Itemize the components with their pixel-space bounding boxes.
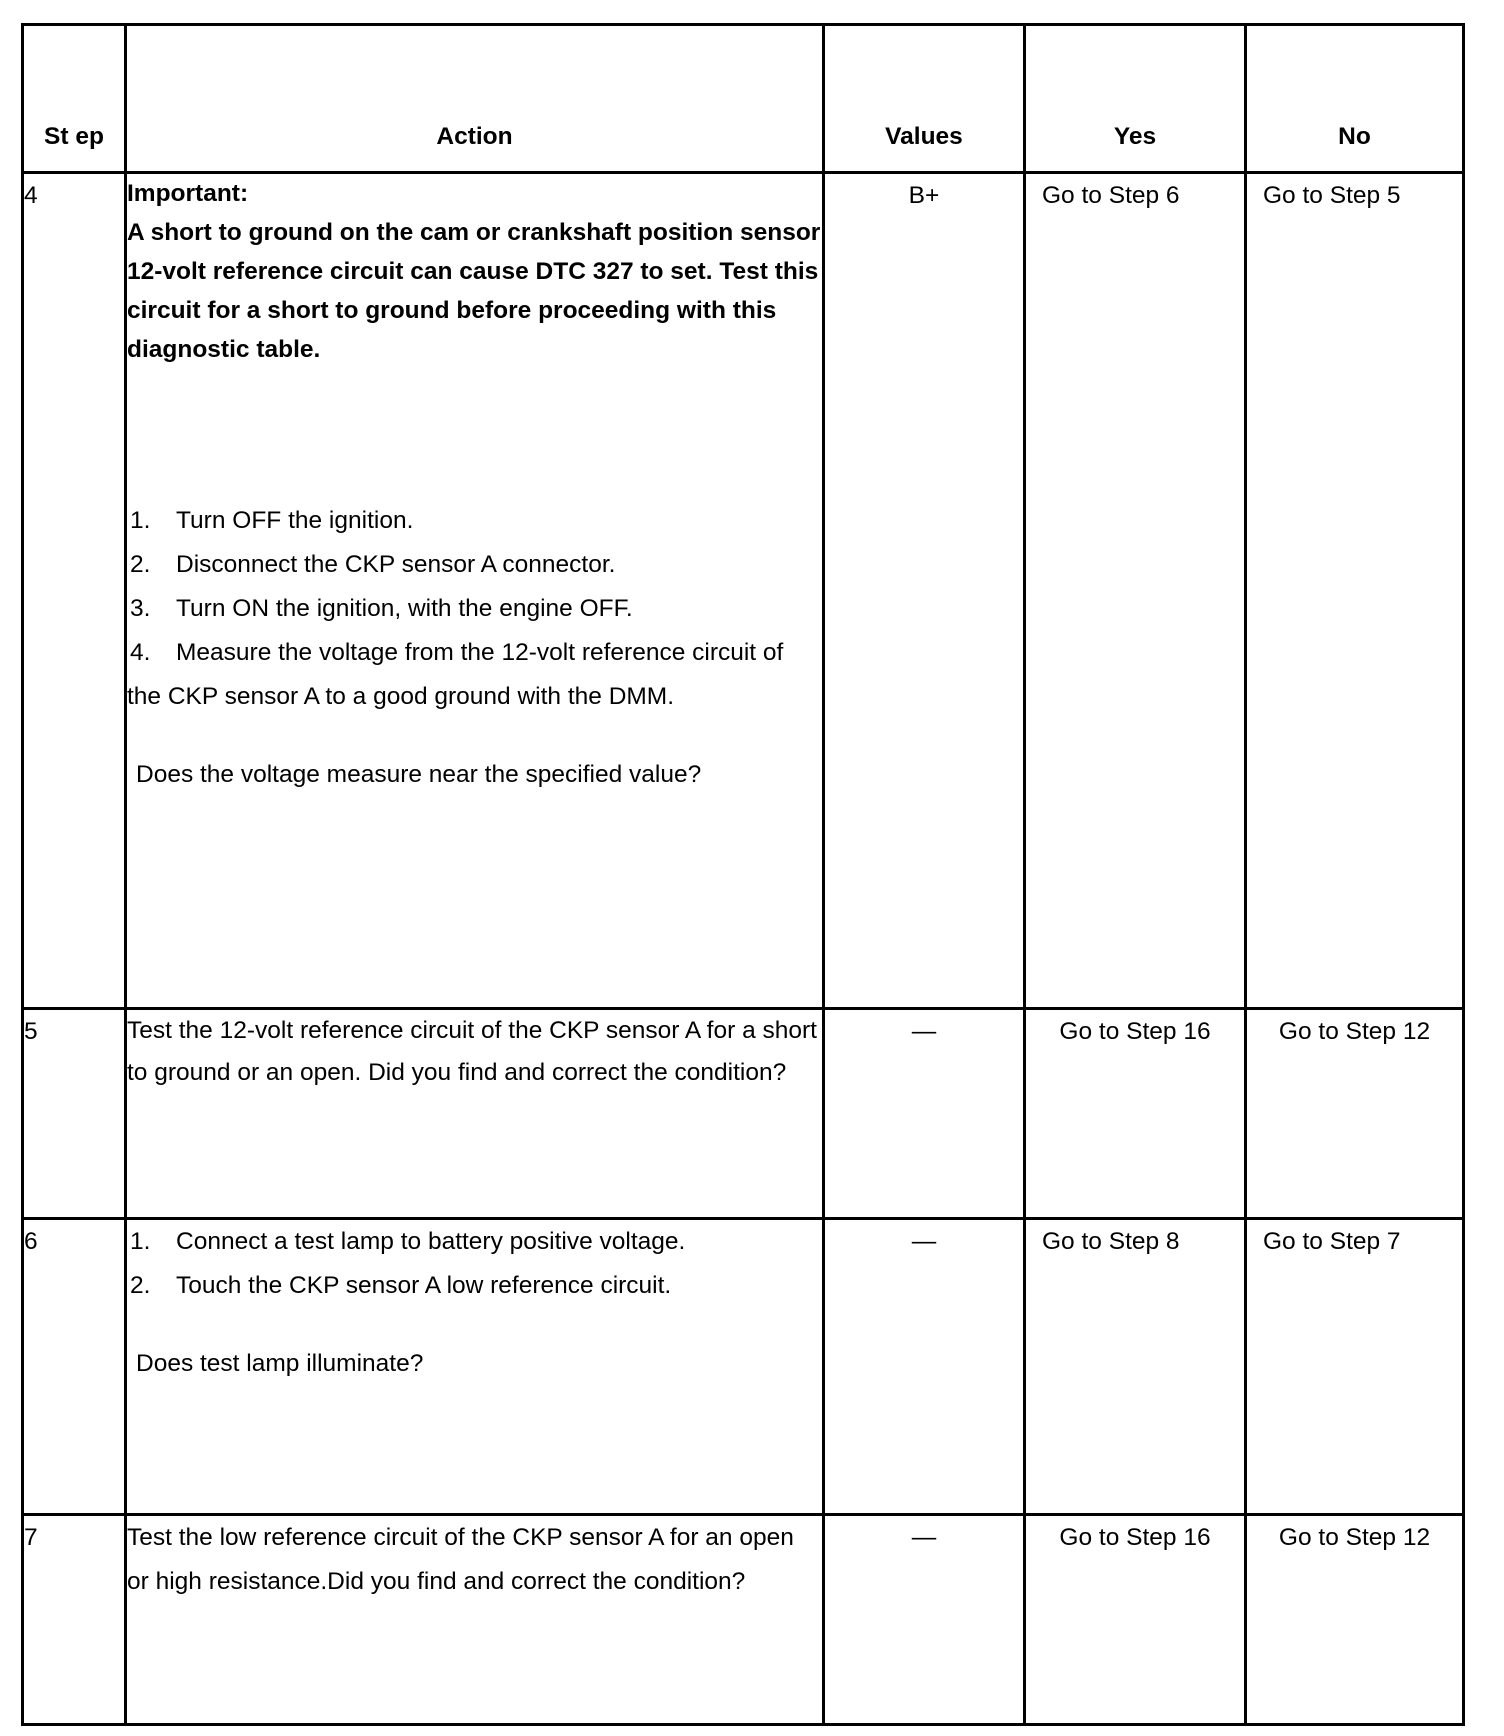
yes-cell: Go to Step 8 bbox=[1025, 1219, 1246, 1515]
table-row-step-7 bbox=[23, 1515, 1464, 1725]
header-action: Action bbox=[126, 25, 824, 173]
no-cell: Go to Step 12 bbox=[1246, 1515, 1464, 1725]
item-text: Disconnect the CKP sensor A connector. bbox=[176, 551, 616, 578]
step-number: 4 bbox=[23, 173, 126, 1009]
item-number: 1. bbox=[130, 507, 151, 534]
step-number: 5 bbox=[23, 1009, 126, 1219]
item-text: Touch the CKP sensor A low reference circuit. bbox=[176, 1272, 672, 1299]
no-cell: Go to Step 5 bbox=[1246, 173, 1464, 1009]
action-cell: Test the low reference circuit of the CKP sensor A for an open or high resistance.Did you find and correct the condition? bbox=[126, 1515, 824, 1725]
header-step: St ep bbox=[23, 25, 126, 173]
list-item bbox=[127, 631, 822, 719]
item-text: Measure the voltage from the 12-volt reference circuit of the CKP sensor A to a good ground with the DMM. bbox=[127, 639, 784, 710]
value-cell: — bbox=[824, 1515, 1025, 1725]
item-number: 1. bbox=[130, 1228, 151, 1255]
important-label: Important: bbox=[127, 180, 249, 207]
yes-cell: Go to Step 16 bbox=[1025, 1515, 1246, 1725]
yes-cell: Go to Step 16 bbox=[1025, 1009, 1246, 1219]
question-text: Does test lamp illuminate? bbox=[136, 1350, 424, 1377]
header-row bbox=[23, 25, 1464, 173]
action-cell bbox=[126, 173, 824, 1009]
question-text: Does the voltage measure near the specified value? bbox=[136, 761, 702, 788]
no-cell: Go to Step 12 bbox=[1246, 1009, 1464, 1219]
list-item bbox=[127, 543, 822, 587]
item-number: 4. bbox=[130, 639, 151, 666]
action-cell bbox=[126, 1219, 824, 1515]
item-number: 2. bbox=[130, 551, 151, 578]
header-values: Values bbox=[824, 25, 1025, 173]
value-cell: — bbox=[824, 1219, 1025, 1515]
action-cell: Test the 12-volt reference circuit of the CKP sensor A for a short to ground or an open. Did you find and correct the condition? bbox=[126, 1009, 824, 1219]
important-note bbox=[127, 174, 822, 369]
list-item bbox=[127, 1220, 822, 1264]
no-cell: Go to Step 7 bbox=[1246, 1219, 1464, 1515]
item-number: 2. bbox=[130, 1272, 151, 1299]
step-number: 6 bbox=[23, 1219, 126, 1515]
important-text: A short to ground on the cam or crankshaft position sensor 12-volt reference circuit can cause DTC 327 to set. Test this circuit for a short to ground before proceeding with this diagnostic table. bbox=[127, 219, 821, 363]
item-text: Turn ON the ignition, with the engine OFF. bbox=[176, 595, 633, 622]
list-item bbox=[127, 587, 822, 631]
yes-cell: Go to Step 6 bbox=[1025, 173, 1246, 1009]
header-yes: Yes bbox=[1025, 25, 1246, 173]
value-cell: — bbox=[824, 1009, 1025, 1219]
diagnostic-table bbox=[21, 23, 1465, 1726]
list-item bbox=[127, 499, 822, 543]
header-no: No bbox=[1246, 25, 1464, 173]
item-number: 3. bbox=[130, 595, 151, 622]
step-number: 7 bbox=[23, 1515, 126, 1725]
table-row-step-4 bbox=[23, 173, 1464, 1009]
value-cell: B+ bbox=[824, 173, 1025, 1009]
item-text: Connect a test lamp to battery positive voltage. bbox=[176, 1228, 686, 1255]
table-row-step-6 bbox=[23, 1219, 1464, 1515]
list-item bbox=[127, 1264, 822, 1308]
item-text: Turn OFF the ignition. bbox=[176, 507, 414, 534]
table-row-step-5 bbox=[23, 1009, 1464, 1219]
